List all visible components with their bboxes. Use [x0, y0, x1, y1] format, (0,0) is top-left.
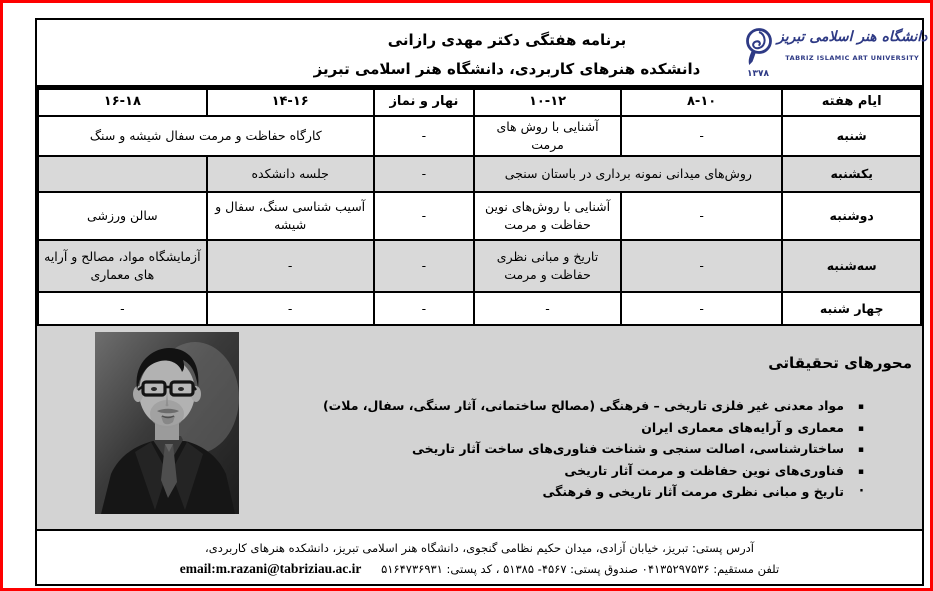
col-header-16-18: ۱۶-۱۸: [38, 89, 207, 116]
schedule-cell: جلسه دانشکده: [207, 156, 374, 192]
profile-photo: [95, 332, 239, 514]
table-header-row: [38, 89, 921, 116]
schedule-cell: سالن ورزشی: [38, 192, 207, 240]
research-item: ▪ ساختارشناسی، اصالت سنجی و شناخت فناوری‌های ساخت آثار تاریخی: [412, 441, 864, 457]
research-item: ▪ فناوری‌های نوین حفاظت و مرمت آثار تاریخی: [564, 462, 864, 478]
university-logo: [739, 23, 928, 85]
bullet-square-icon: ▪: [857, 466, 864, 477]
document-footer: [37, 529, 922, 584]
bullet-square-icon: ▪: [857, 402, 864, 413]
col-header-lunch-prayer: نهار و نماز: [374, 89, 475, 116]
table-row-sunday: [38, 156, 921, 192]
document-subtitle: دانشکده هنرهای کاربردی، دانشگاه هنر اسلامی تبریز: [313, 60, 701, 78]
schedule-cell-merged: روش‌های میدانی نمونه برداری در باستان سنجی: [474, 156, 782, 192]
research-item: ▪ مواد معدنی غیر فلزی تاریخی – فرهنگی (مصالح ساختمانی، آثار سنگی، سفال، ملات): [322, 398, 864, 414]
col-header-10-12: ۱۰-۱۲: [474, 89, 621, 116]
schedule-cell: -: [374, 116, 475, 156]
table-row-tuesday: [38, 240, 921, 292]
col-header-8-10: ۸-۱۰: [621, 89, 783, 116]
schedule-cell: -: [621, 192, 783, 240]
schedule-cell: -: [374, 192, 475, 240]
schedule-cell: -: [374, 240, 475, 292]
profile-section: [37, 326, 922, 529]
schedule-cell: آزمایشگاه مواد، مصالح و آرایه های معماری: [38, 240, 207, 292]
bullet-square-icon: ▪: [857, 445, 864, 456]
schedule-cell: -: [621, 292, 783, 325]
email-address: email:m.razani@tabriziau.ac.ir: [179, 561, 362, 576]
postal-address: آدرس پستی: تبریز، خیابان آزادی، میدان حکیم نظامی گنجوی، دانشگاه هنر اسلامی تبریز، دانشکده هنرهای کاربردی،: [204, 541, 754, 555]
schedule-cell: -: [207, 292, 374, 325]
schedule-cell: -: [621, 240, 783, 292]
document-title: برنامه هفتگی دکتر مهدی رازانی: [387, 31, 627, 49]
research-list: [323, 398, 864, 500]
research-heading: محورهای تحقیقاتی: [768, 354, 912, 373]
schedule-cell: -: [207, 240, 374, 292]
schedule-cell: [38, 156, 207, 192]
logo-founding-year: ۱۳۷۸: [747, 69, 769, 79]
schedule-cell: -: [621, 116, 783, 156]
bullet-square-icon: ▪: [857, 423, 864, 434]
col-header-14-16: ۱۴-۱۶: [207, 89, 374, 116]
day-cell: شنبه: [782, 116, 921, 156]
research-item: · تاریخ و مبانی نظری مرمت آثار تاریخی و فرهنگی: [542, 484, 864, 500]
university-emblem-icon: [739, 25, 777, 71]
col-header-days: ایام هفته: [782, 89, 921, 116]
research-item: ▪ معماری و آرایه‌های معماری ایران: [641, 419, 864, 435]
document-header: [37, 20, 928, 88]
schedule-cell-merged: کارگاه حفاظت و مرمت سفال شیشه و سنگ: [38, 116, 374, 156]
title-block: [207, 26, 807, 84]
logo-emblem-column: [739, 23, 777, 79]
schedule-cell: -: [474, 292, 621, 325]
table-row-monday: [38, 192, 921, 240]
schedule-cell: -: [374, 156, 475, 192]
weekly-schedule-table: [37, 88, 922, 326]
schedule-cell: آشنایی با روش های مرمت: [474, 116, 621, 156]
table-row-wednesday: [38, 292, 921, 325]
phone-pobox-zip: تلفن مستقیم: ۰۴۱۳۵۲۹۷۵۳۶ صندوق پستی: ۴۵۶۷- ۵۱۳۸۵ ، کد پستی: ۵۱۶۴۷۳۶۹۳۱: [381, 562, 780, 576]
day-cell: چهار شنبه: [782, 292, 921, 325]
logo-persian-name: دانشگاه هنر اسلامی تبریز: [777, 29, 928, 45]
research-block: [323, 354, 912, 507]
table-row-saturday: [38, 116, 921, 156]
schedule-cell: تاریخ و مبانی نظری حفاظت و مرمت: [474, 240, 621, 292]
contact-info: [37, 558, 922, 580]
schedule-cell: آسیب شناسی سنگ، سفال و شیشه: [207, 192, 374, 240]
day-cell: دوشنبه: [782, 192, 921, 240]
logo-latin-name: TABRIZ ISLAMIC ART UNIVERSITY: [785, 54, 920, 62]
bullet-dot-icon: ·: [859, 484, 864, 500]
document-frame: [35, 18, 928, 586]
logo-text-column: [777, 23, 927, 62]
day-cell: سه‌شنبه: [782, 240, 921, 292]
schedule-cell: آشنایی با روش‌های نوین حفاظت و مرمت: [474, 192, 621, 240]
schedule-cell: -: [374, 292, 475, 325]
schedule-cell: -: [38, 292, 207, 325]
day-cell: یکشنبه: [782, 156, 921, 192]
